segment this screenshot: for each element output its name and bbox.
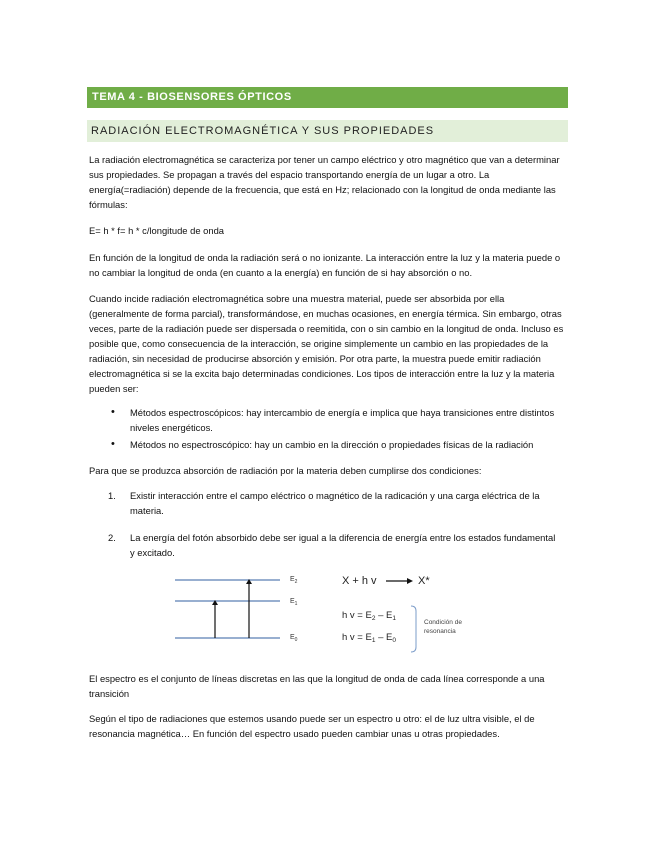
list-item [108,488,558,518]
section-heading: RADIACIÓN ELECTROMAGNÉTICA Y SUS PROPIEDADES [87,120,568,142]
list-item: • Métodos no espectroscópico: hay un cambio en la dirección o propiedades físicas de la radiación [108,437,558,452]
list-text: Existir interacción entre el campo eléctrico o magnético de la radicación y una carga eléctrica de la materia. [130,490,540,516]
resonance-bracket [411,606,416,652]
paragraph-interaction: Cuando incide radiación electromagnética sobre una muestra material, puede ser absorbida por ella (generalmente de forma parcial), transformándose, en muchas ocasiones, en energía térmica. Sin embargo, otras veces, parte de la radiación puede ser dispersada o reemitida, con o sin cambio en la longitud de onda. Incluso es posible que, como consecuencia de la interacción, se origine simplemente un cambio en las propiedades de la radiación, sin necesidad de producirse absorción y emisión. Por otra parte, la muestra puede emitir radiación electromagnética si se la excita bajo determinadas condiciones. Los tipos de interacción entre la luz y la materia pueden ser: [89,293,564,394]
resonance-equation-1: h $v = E_2 - E_1$ [342,610,396,622]
paragraph-intro: La radiación electromagnética se caracteriza por tener un campo eléctrico y otro magnético que van a determinar sus propiedades. Se propagan a través del espacio transportando energía de un lugar a otro. La energía(=radiación) depende de la frecuencia, que está en Hz; relacionado con la longitud de onda mediante las fórmulas: [89,154,560,210]
paragraph-spectrum: El espectro es el conjunto de líneas discretas en las que la longitud de onda de cada línea corresponde a una transición [89,673,545,699]
energy-formula: E= h * f= h * c/longitude de onda [89,225,224,236]
level-label-e0: $E_0$ [290,634,298,643]
arrowhead-icon [407,578,413,584]
bracket-label: Condición de [424,619,462,626]
list-item [108,530,558,560]
bracket-label: resonancia [424,628,456,635]
resonance-equation-2: h $v = E_1 - E_0$ [342,632,396,644]
reaction-right: X* [418,575,430,587]
interaction-types-list [108,405,558,452]
list-item: • Métodos espectroscópicos: hay intercambio de energía e implica que haya transiciones entre distintos niveles energéticos. [108,405,558,435]
level-label-e1: $E_1$ [290,598,298,607]
reaction-left: X + h v [342,575,377,587]
level-label-e2: $E_2$ [290,576,298,585]
list-number: 2. [108,532,116,543]
paragraph-ionizing: En función de la longitud de onda la radiación será o no ionizante. La interacción entre la luz y la materia puede o no cambiar la longitud de onda (en cuanto a la energía) en función de si hay absorción o no. [89,252,561,278]
list-number: 1. [108,490,116,501]
conditions-list [108,488,558,560]
chapter-title: TEMA 4 - BIOSENSORES ÓPTICOS [87,87,568,108]
energy-level-diagram [170,568,470,658]
paragraph-spectrum-types: Según el tipo de radiaciones que estemos usando puede ser un espectro u otro: el de luz ultra visible, el de resonancia magnética… En función del espectro usado pueden cambiar unas u otras propiedades. [89,713,535,739]
list-text: La energía del fotón absorbido debe ser igual a la diferencia de energía entre los estados fundamental y excitado. [130,532,556,558]
paragraph-conditions: Para que se produzca absorción de radiación por la materia deben cumplirse dos condiciones: [89,465,482,476]
